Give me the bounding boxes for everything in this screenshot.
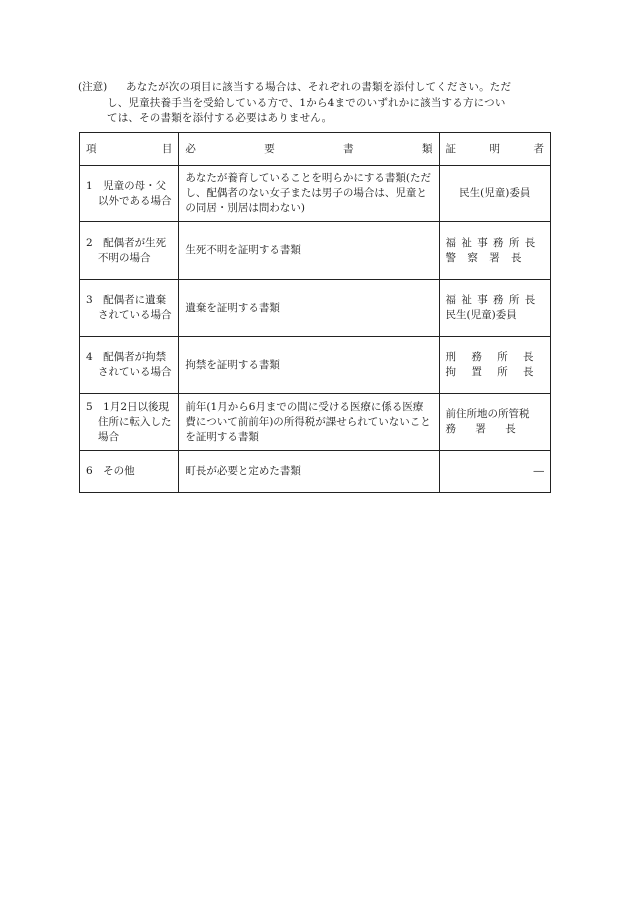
row-document: 遺棄を証明する書類 [179, 280, 439, 337]
certifier-line: 務 署 長 [445, 423, 524, 435]
required-documents-table [79, 132, 551, 493]
notice-section [78, 80, 558, 127]
header-cert-char: 者 [533, 142, 544, 155]
row-document: 町長が必要と定めた書類 [179, 451, 439, 493]
header-item-char: 項 [86, 142, 97, 155]
certifier-dash: ― [533, 465, 544, 477]
table-row [80, 394, 551, 451]
row-document: 前年(1月から6月までの間に受ける医療に係る医療費について前前年)の所得税が課せられていないことを証明する書類 [179, 394, 439, 451]
certifier-line: 警 察 署 長 [445, 251, 526, 264]
header-docs-char: 必 [185, 142, 196, 155]
header-docs-char: 類 [422, 142, 433, 155]
row-certifier [439, 394, 550, 451]
row-certifier [439, 337, 550, 394]
table-row [80, 337, 551, 394]
certifier-line: 拘 置 所 長 [445, 366, 540, 378]
row-item [80, 166, 179, 222]
header-certifier [439, 133, 550, 166]
row-certifier [439, 280, 550, 337]
row-certifier [439, 222, 550, 280]
row-item-text: 1 児童の母・父以外である場合 [86, 179, 172, 207]
certifier-line: 刑 務 所 長 [445, 351, 540, 363]
header-docs-char: 要 [264, 142, 275, 155]
row-certifier [439, 166, 550, 222]
row-item-text: 4 配偶者が拘禁されている場合 [86, 351, 172, 378]
header-cert-char: 証 [445, 142, 457, 155]
certifier-line: 前住所地の所管税 [445, 408, 530, 420]
notice-first-line [78, 80, 558, 96]
row-item-text: 5 1月2日以後現住所に転入した場合 [86, 400, 172, 443]
row-item [80, 337, 179, 394]
header-item-char: 目 [161, 142, 173, 155]
row-document: 生死不明を証明する書類 [179, 222, 439, 280]
table-header-row [80, 133, 551, 166]
header-documents [179, 133, 439, 166]
certifier-line: 福 祉 事 務 所 長 [445, 294, 537, 306]
table-row [80, 222, 551, 280]
table-row [80, 451, 551, 493]
notice-text-line1: あなたが次の項目に該当する場合は、それぞれの書類を添付してください。ただ [126, 81, 512, 93]
row-item [80, 222, 179, 280]
row-certifier [439, 451, 550, 493]
row-document: 拘禁を証明する書類 [179, 337, 439, 394]
table-row [80, 280, 551, 337]
header-item [80, 133, 179, 166]
notice-label: (注意) [78, 81, 108, 93]
row-item-text: 6 その他 [86, 465, 135, 477]
certifier-line: 民生(児童)委員 [445, 309, 517, 321]
header-cert-char: 明 [489, 142, 500, 155]
row-document: あなたが養育していることを明らかにする書類(ただし、配偶者のない女子または男子の場合は、児童との同居・別居は問わない) [179, 166, 439, 222]
certifier-line: 福 祉 事 務 所 長 [445, 236, 537, 249]
certifier-line: 民生(児童)委員 [459, 187, 531, 199]
row-item [80, 451, 179, 493]
table-row [80, 166, 551, 222]
notice-text-line3: ては、その書類を添付する必要はありません。 [107, 112, 333, 124]
row-item [80, 280, 179, 337]
row-item [80, 394, 179, 451]
notice-text-line2: し、児童扶養手当を受給している方で、1から4までのいずれかに該当する方につい [107, 96, 506, 109]
header-docs-char: 書 [343, 142, 354, 155]
row-item-text: 3 配偶者に遺棄されている場合 [86, 294, 172, 321]
row-item-text: 2 配偶者が生死不明の場合 [86, 236, 167, 264]
